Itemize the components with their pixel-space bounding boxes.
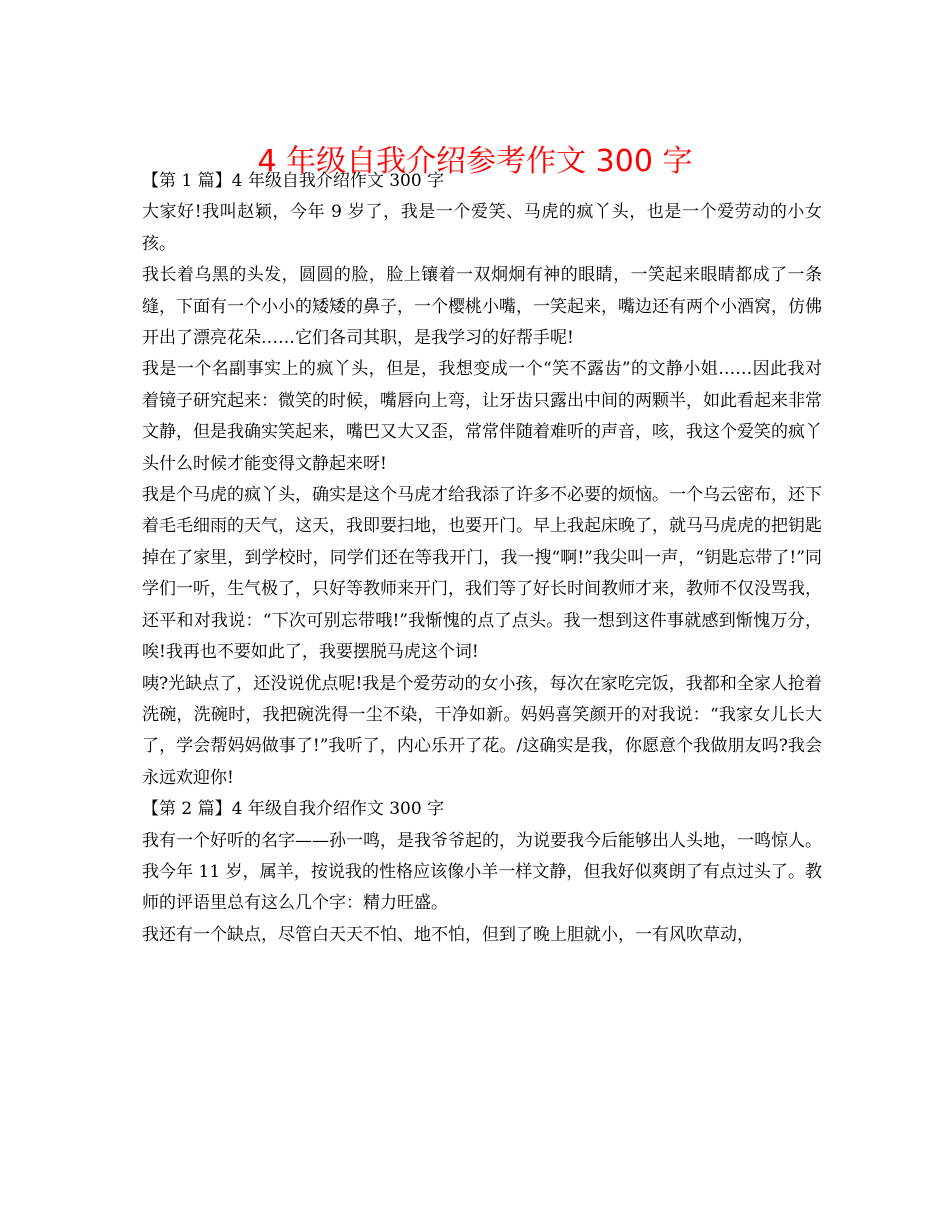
paragraph: 我是一个名副事实上的疯丫头，但是，我想变成一个“笑不露齿”的文静小姐……因此我对着镜子研究起来：微笑的时候，嘴唇向上弯，让牙齿只露出中间的两颗半，如此看起来非常文静，但是我确实笑起来，嘴巴又大又歪，常常伴随着难听的声音，咳，我这个爱笑的疯丫头什么时候才能变得文静起来呀! (142, 359, 822, 474)
paragraph: 大家好!我叫赵颖，今年 9 岁了，我是一个爱笑、马虎的疯丫头，也是一个爱劳动的小女孩。 (142, 202, 822, 254)
paragraph: 我长着乌黑的头发，圆圆的脸，脸上镶着一双炯炯有神的眼睛，一笑起来眼睛都成了一条缝，下面有一个小小的矮矮的鼻子，一个樱桃小嘴，一笑起来，嘴边还有两个小酒窝，仿佛开出了漂亮花朵……它们各司其职，是我学习的好帮手呢! (142, 265, 822, 349)
paragraph: 咦?光缺点了，还没说优点呢!我是个爱劳动的女小孩，每次在家吃完饭，我都和全家人抢着洗碗，洗碗时，我把碗洗得一尘不染，干净如新。妈妈喜笑颜开的对我说：“我家女儿长大了，学会帮妈妈做事了!”我听了，内心乐开了花。/这确实是我，你愿意个我做朋友吗?我会永远欢迎你! (142, 673, 822, 788)
paragraph: 我还有一个缺点，尽管白天天不怕、地不怕，但到了晚上胆就小，一有风吹草动， (142, 924, 754, 945)
section-heading-1: 【第 1 篇】4 年级自我介绍作文 300 字 (142, 171, 445, 191)
document-body (142, 166, 822, 951)
paragraph: 我是个马虎的疯丫头，确实是这个马虎才给我添了许多不必要的烦恼。一个乌云密布，还下着毛毛细雨的天气，这天，我即要扫地，也要开门。早上我起床晚了，就马马虎虎的把钥匙掉在了家里，到学校时，同学们还在等我开门，我一搜“啊!”我尖叫一声，“钥匙忘带了!”同学们一听，生气极了，只好等教师来开门，我们等了好长时间教师才来，教师不仅没骂我，还平和对我说：“下次可别忘带哦!”我惭愧的点了点头。我一想到这件事就感到惭愧万分，唉!我再也不要如此了，我要摆脱马虎这个词! (142, 485, 822, 663)
document-title: 4 年级自我介绍参考作文 300 字 (257, 144, 693, 180)
paragraph: 我有一个好听的名字——孙一鸣，是我爷爷起的，为说要我今后能够出人头地，一鸣惊人。我今年 11 岁，属羊，按说我的性格应该像小羊一样文静，但我好似爽朗了有点过头了。教师的评语里总有这么几个字：精力旺盛。 (142, 830, 822, 914)
section-heading-2: 【第 2 篇】4 年级自我介绍作文 300 字 (142, 799, 445, 820)
